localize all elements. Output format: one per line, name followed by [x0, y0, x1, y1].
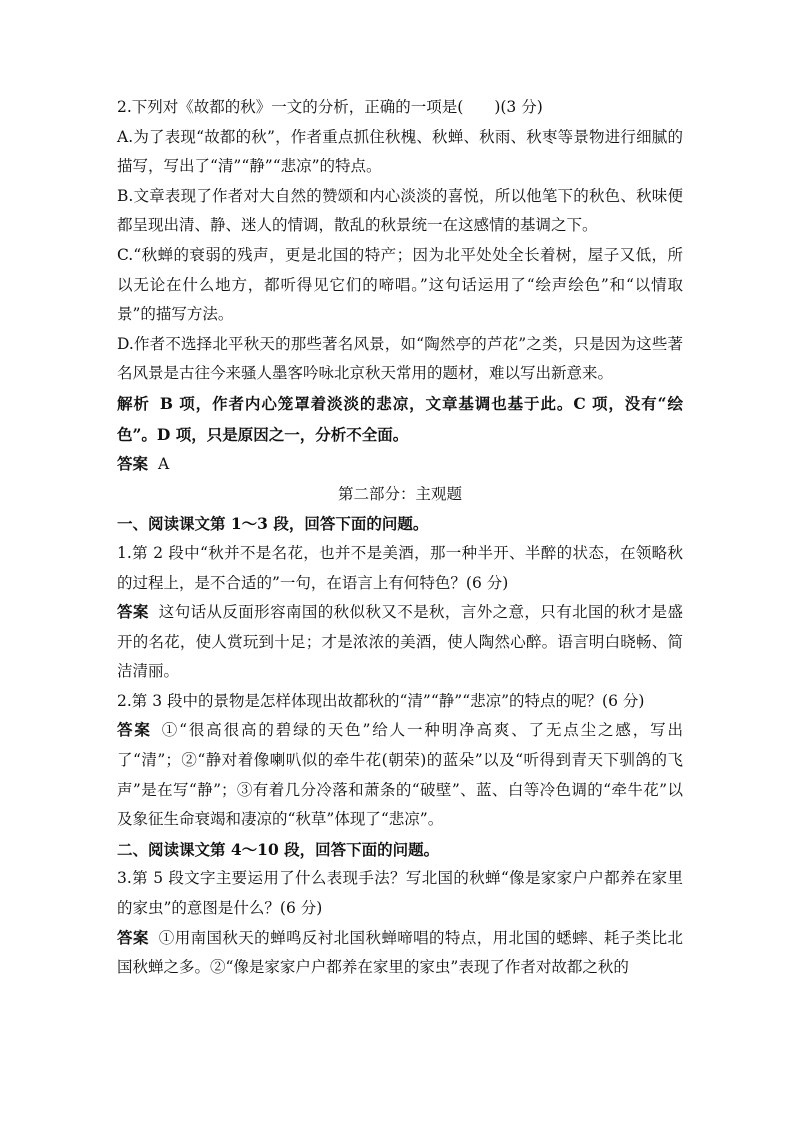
- question-3-answer: [117, 924, 683, 983]
- analysis-label: 解析: [117, 394, 150, 413]
- answer-paragraph: [117, 450, 683, 480]
- option-d: D.作者不选择北平秋天的那些著名风景，如“陶然亭的芦花”之类，只是因为这些著名风景是古往今来骚人墨客吟咏北京秋天常用的题材，难以写出新意来。: [117, 334, 683, 383]
- question-3-stem: 3.第 5 段文字主要运用了什么表现手法？写北国的秋蝉“像是家家户户都养在家里的家虫”的意图是什么？(6 分): [117, 869, 683, 918]
- answer-label: 答案: [117, 455, 149, 474]
- option-b: B.文章表现了作者对大自然的赞颂和内心淡淡的喜悦，所以他笔下的秋色、秋味便都呈现出清、静、迷人的情调，散乱的秋景统一在这感情的基调之下。: [117, 186, 683, 235]
- question-2b-stem: 2.第 3 段中的景物是怎样体现出故都秋的“清”“静”“悲凉”的特点的呢？(6 分): [117, 691, 645, 710]
- answer-text: ①用南国秋天的蝉鸣反衬北国秋蝉啼唱的特点，用北国的蟋蟀、耗子类比北国秋蝉之多。②“像是家家户户都养在家里的家虫”表现了作者对故都之秋的: [117, 928, 683, 977]
- option-a: A.为了表现“故都的秋”，作者重点抓住秋槐、秋蝉、秋雨、秋枣等景物进行细腻的描写，写出了“清”“静”“悲凉”的特点。: [117, 127, 683, 176]
- section-1-heading: 一、阅读课文第 1～3 段，回答下面的问题。: [117, 514, 429, 534]
- question-1-stem: 1.第 2 段中“秋并不是名花，也并不是美酒，那一种半开、半醉的状态，在领略秋的过程上，是不合适的”一句，在语言上有何特色？(6 分): [117, 543, 683, 592]
- answer-label: 答案: [117, 603, 149, 622]
- answer-label: 答案: [117, 928, 149, 947]
- document-page: [117, 93, 683, 983]
- answer-text: 这句话从反面形容南国的秋似秋又不是秋，言外之意，只有北国的秋才是盛开的名花，使人赏玩到十足；才是浓浓的美酒，使人陶然心醉。语言明白晓畅、简洁清丽。: [117, 603, 683, 681]
- analysis-paragraph: [117, 389, 683, 450]
- question-2-stem: 2.下列对《故都的秋》一文的分析，正确的一项是( )(3 分): [117, 98, 543, 116]
- question-2b-answer: [117, 716, 683, 834]
- analysis-text: B 项，作者内心笼罩着淡淡的悲凉，文章基调也基于此。C 项，没有“绘色”。D 项，只是原因之一，分析不全面。: [117, 393, 683, 444]
- answer-text: ①“很高很高的碧绿的天色”给人一种明净高爽、了无点尘之感，写出了“清”；②“静对着像喇叭似的牵牛花(朝荣)的蓝朵”以及“听得到青天下驯鸽的飞声”是在写“静”；③有着几分冷落和萧条的“破壁”、蓝、白等冷色调的“牵牛花”以及象征生命衰竭和凄凉的“秋草”体现了“悲凉”。: [117, 721, 683, 829]
- section-2-heading: 二、阅读课文第 4～10 段，回答下面的问题。: [117, 839, 440, 859]
- answer-label: 答案: [117, 721, 152, 740]
- option-c: C.“秋蝉的衰弱的残声，更是北国的特产；因为北平处处全长着树，屋子又低，所以无论在什么地方，都听得见它们的啼唱。”这句话运用了“绘声绘色”和“以情取景”的描写方法。: [117, 245, 683, 324]
- part-two-title: 第二部分：主观题: [337, 484, 462, 503]
- answer-text: A: [158, 455, 170, 474]
- question-1-answer: [117, 598, 683, 687]
